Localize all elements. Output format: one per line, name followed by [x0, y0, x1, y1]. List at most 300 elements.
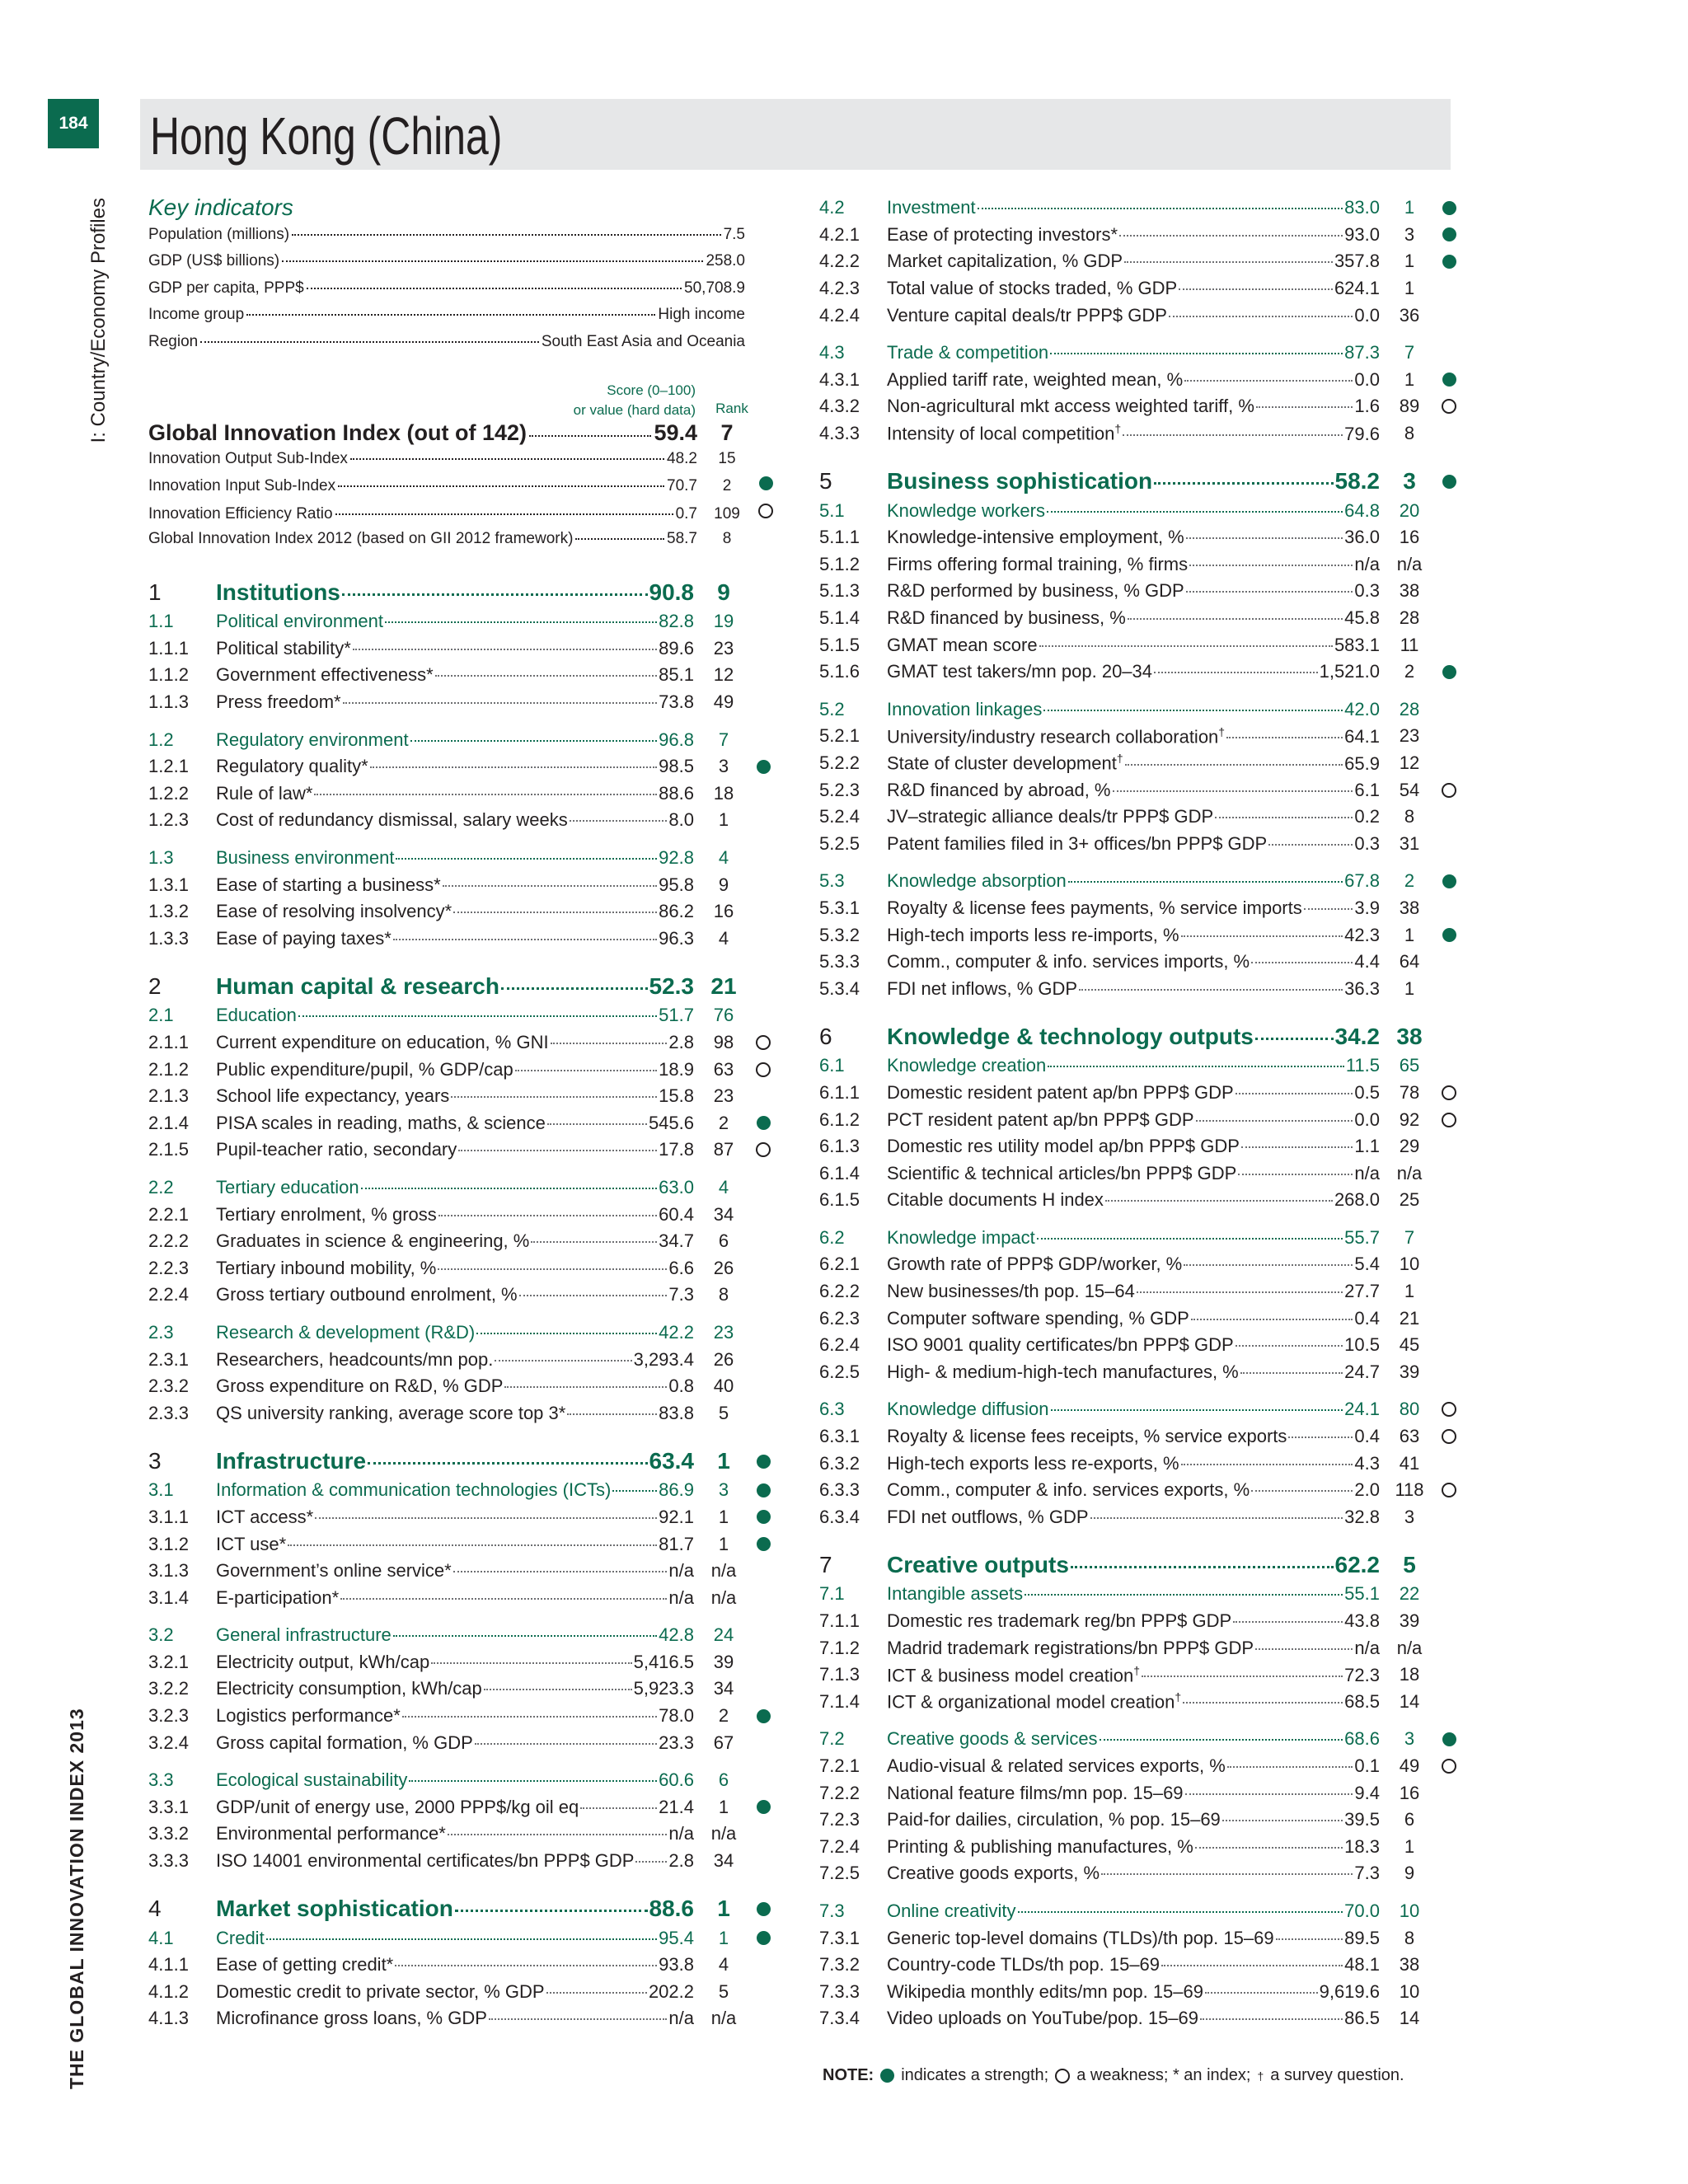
indicator-row [819, 1924, 1459, 1952]
gii-row [148, 530, 775, 556]
indicator-label [216, 1769, 407, 1791]
indicator-body [887, 1082, 1380, 1104]
key-indicator-row [148, 226, 745, 252]
leader-dots [395, 1965, 657, 1966]
indicator-value: n/a [668, 1586, 694, 1608]
indicator-label [216, 1032, 549, 1053]
indicator-value: 0.3 [1354, 580, 1380, 602]
indicator-row [819, 776, 1459, 804]
indicator-label-text: Computer software spending, % GDP [887, 1307, 1189, 1329]
indicator-rank: 8 [1404, 1927, 1415, 1948]
marker-cell [1439, 1085, 1459, 1100]
indicator-label [887, 1136, 1240, 1157]
indicator-body [887, 1583, 1380, 1605]
indicator-code: 1.3 [148, 847, 174, 869]
indicator-label [887, 1189, 1104, 1211]
indicator-row [148, 1952, 773, 1979]
indicator-code: 2.3 [148, 1321, 174, 1343]
indicator-value: 9.4 [1354, 1782, 1380, 1803]
indicator-label [887, 661, 1152, 682]
indicator-value: 79.6 [1344, 423, 1380, 444]
indicator-label [887, 898, 1302, 919]
indicator-row [148, 1848, 773, 1875]
indicator-code: 5.2.3 [819, 779, 860, 800]
section-side-label: I: Country/Economy Profiles [87, 198, 110, 443]
indicator-label [887, 1308, 1189, 1329]
indicator-row [819, 658, 1459, 686]
indicator-label-text: Credit [216, 1927, 265, 1948]
leader-dots [458, 1150, 657, 1151]
indicator-value: 36.3 [1344, 977, 1380, 999]
subpillar-row [148, 726, 773, 753]
indicator-code: 7.1.4 [819, 1690, 860, 1712]
indicator-value: 42.0 [1344, 698, 1380, 719]
indicator-code: 7.2.3 [819, 1809, 860, 1830]
indicator-body [216, 1705, 694, 1727]
indicator-label-text: Tertiary education [216, 1176, 359, 1197]
spacer [819, 1385, 1459, 1396]
indicator-label-text: Venture capital deals/tr PPP$ GDP [887, 304, 1167, 326]
indicator-code: 3.2.4 [148, 1732, 189, 1753]
indicator-value: 18.3 [1344, 1835, 1380, 1857]
marker-cell [1439, 1759, 1459, 1774]
indicator-value: 1,521.0 [1319, 661, 1380, 682]
indicator-body [216, 1230, 694, 1252]
dagger-symbol: † [1257, 2069, 1264, 2083]
indicator-value: 64.1 [1344, 726, 1380, 748]
leader-dots [495, 1360, 631, 1361]
key-indicator-label: Population (millions) [148, 226, 290, 243]
indicator-row [819, 578, 1459, 605]
indicator-label-text: High-tech exports less re-exports, % [887, 1452, 1179, 1474]
indicator-rank: 18 [1399, 1664, 1420, 1685]
indicator-code: 7.2 [819, 1728, 845, 1750]
indicator-rank: 19 [713, 611, 734, 632]
indicator-value: 6.6 [668, 1257, 694, 1278]
indicator-body [216, 1928, 694, 1949]
indicator-value: 95.4 [659, 1927, 694, 1948]
indicator-label-text: Human capital & research [216, 973, 499, 1000]
indicator-rank: 26 [713, 1257, 734, 1278]
indicator-body [887, 1664, 1380, 1686]
marker-cell [1439, 227, 1459, 241]
indicator-rank: 1 [1404, 977, 1415, 999]
indicator-label-text: ICT use* [216, 1533, 287, 1554]
indicator-body [887, 752, 1380, 774]
indicator-label-text: Domestic res trademark reg/bn PPP$ GDP [887, 1610, 1232, 1632]
indicator-label-text: E-participation* [216, 1586, 340, 1608]
indicator-row [148, 662, 773, 689]
key-indicator-row [148, 306, 745, 332]
indicator-row [148, 1703, 773, 1730]
indicator-value: 7.3 [1354, 1863, 1380, 1884]
strength-icon [757, 1931, 771, 1945]
indicator-value: 17.8 [659, 1139, 694, 1160]
indicator-value: 89.6 [659, 637, 694, 658]
indicator-value: 92.8 [659, 847, 694, 869]
indicator-code: 2.3.2 [148, 1376, 189, 1397]
leader-dots [1179, 288, 1333, 290]
leader-dots [1256, 406, 1353, 408]
dagger-symbol: † [1175, 1690, 1182, 1704]
indicator-value: 86.5 [1344, 2008, 1380, 2029]
leader-dots [570, 820, 668, 822]
indicator-value: 98.5 [659, 756, 694, 777]
indicator-label-text: FDI net outflows, % GDP [887, 1506, 1089, 1527]
indicator-rank: 1 [718, 1506, 729, 1527]
indicator-label-text: PISA scales in reading, maths, & science [216, 1112, 546, 1133]
leader-dots [1025, 1594, 1343, 1596]
indicator-row [819, 1251, 1459, 1278]
indicator-row [148, 807, 773, 834]
indicator-label-text: Growth rate of PPP$ GDP/worker, % [887, 1254, 1183, 1275]
indicator-value: 42.3 [1344, 924, 1380, 945]
leader-dots [266, 1938, 657, 1940]
indicator-code: 4.3 [819, 342, 845, 363]
indicator-label-text: FDI net inflows, % GDP [887, 977, 1078, 999]
indicator-label-text: Political environment [216, 611, 383, 632]
leader-dots [338, 485, 664, 487]
subpillar-row [819, 1726, 1459, 1753]
indicator-rank: 34 [713, 1678, 734, 1699]
indicator-label [216, 1258, 436, 1279]
indicator-label-text: Government’s online service* [216, 1560, 452, 1582]
indicator-code: 1.2.2 [148, 782, 189, 804]
indicator-code: 5 [819, 468, 832, 494]
indicator-value: 34.7 [659, 1230, 694, 1252]
indicator-rank: 78 [1399, 1081, 1420, 1103]
indicator-row [819, 1450, 1459, 1477]
indicator-label [216, 1954, 393, 1975]
indicator-label [887, 1426, 1287, 1447]
indicator-body [216, 1678, 694, 1699]
indicator-body [887, 500, 1380, 522]
indicator-label [887, 1254, 1182, 1275]
indicator-value: 0.8 [668, 1376, 694, 1397]
indicator-value: 86.2 [659, 901, 694, 922]
strength-icon [757, 1800, 771, 1814]
indicator-label [887, 833, 1267, 855]
indicator-rank: 39 [1399, 1361, 1420, 1382]
indicator-value: 624.1 [1334, 278, 1380, 299]
indicator-label [887, 369, 1183, 391]
indicator-rank: 63 [1399, 1426, 1420, 1447]
marker-cell [753, 1035, 773, 1050]
indicator-value: 45.8 [1344, 607, 1380, 629]
note-survey-text: a survey question. [1270, 2066, 1404, 2084]
indicator-code: 4.3.3 [819, 423, 860, 444]
indicator-label-text: Research & development (R&D) [216, 1321, 476, 1343]
indicator-label-text: Business sophistication [887, 468, 1153, 494]
leader-dots [448, 1834, 668, 1835]
indicator-label-text: Intangible assets [887, 1583, 1024, 1605]
leader-dots [361, 1188, 658, 1189]
indicator-body [887, 305, 1380, 326]
indicator-label [216, 847, 394, 869]
indicator-label [216, 1139, 457, 1160]
leader-dots [396, 858, 657, 860]
spacer [819, 1214, 1459, 1225]
indicator-rank: n/a [1396, 553, 1423, 574]
indicator-body [216, 1507, 694, 1528]
indicator-label-text: High- & medium-high-tech manufactures, % [887, 1361, 1239, 1382]
leader-dots [1226, 737, 1343, 738]
indicator-label [216, 1850, 634, 1872]
indicator-label [216, 579, 340, 606]
indicator-label [216, 1448, 366, 1474]
leader-dots [435, 675, 657, 677]
indicator-label [887, 978, 1077, 1000]
indicator-row [819, 1080, 1459, 1107]
indicator-label [216, 1230, 529, 1252]
indicator-label [887, 1836, 1193, 1858]
indicator-body [216, 1652, 694, 1673]
indicator-code: 7.3.4 [819, 2008, 860, 2029]
indicator-label [887, 1479, 1250, 1501]
indicator-rank: 8 [718, 1284, 729, 1305]
indicator-rank: 16 [713, 901, 734, 922]
indicator-code: 5.3.1 [819, 897, 860, 918]
indicator-rank: 40 [713, 1376, 734, 1397]
indicator-body [887, 224, 1380, 246]
spacer [148, 1611, 773, 1622]
indicator-row [819, 1833, 1459, 1860]
indicator-label-text: Press freedom* [216, 691, 341, 713]
indicator-body [887, 422, 1380, 444]
indicator-body [887, 1399, 1380, 1420]
indicator-value: 8.0 [668, 809, 694, 831]
indicator-rank: 1 [1404, 1281, 1415, 1302]
indicator-row [819, 895, 1459, 922]
indicator-label [216, 1587, 339, 1609]
indicator-value: 83.8 [659, 1402, 694, 1423]
indicator-row [148, 1399, 773, 1427]
indicator-code: 2.2.4 [148, 1284, 189, 1305]
subpillar-row [148, 1924, 773, 1952]
indicator-row [148, 1675, 773, 1703]
marker-cell [753, 1800, 773, 1814]
indicator-body [887, 554, 1380, 575]
indicator-rank: 4 [718, 927, 729, 949]
marker-cell [753, 1483, 773, 1497]
leader-dots [453, 912, 657, 913]
spacer [148, 1309, 773, 1319]
indicator-label [887, 396, 1254, 417]
indicator-row [819, 1305, 1459, 1332]
indicator-body [887, 699, 1380, 720]
indicator-label [887, 1783, 1184, 1804]
indicator-body [887, 2008, 1380, 2029]
marker-cell [753, 1902, 773, 1916]
indicator-label-text: Video uploads on YouTube/pop. 15–69 [887, 2008, 1199, 2029]
indicator-label-text: Creative goods exports, % [887, 1863, 1100, 1884]
indicator-value: 65.9 [1344, 752, 1380, 774]
indicator-label [887, 278, 1177, 299]
indicator-code: 1.1 [148, 611, 174, 632]
indicator-label [216, 638, 351, 659]
indicator-label-text: Innovation linkages [887, 698, 1043, 719]
indicator-label-text: New businesses/th pop. 15–64 [887, 1281, 1135, 1302]
subpillar-row [819, 194, 1459, 222]
strength-icon [1442, 874, 1456, 888]
indicator-label [887, 224, 1118, 246]
subpillar-row [148, 1477, 773, 1504]
key-indicator-value: 258.0 [706, 252, 745, 270]
gii-value: 58.7 [667, 530, 697, 548]
marker-cell [1439, 1483, 1459, 1497]
indicator-value: 21.4 [659, 1796, 694, 1817]
indicator-label [887, 1163, 1236, 1184]
leader-dots [455, 1910, 648, 1912]
indicator-rank: 31 [1399, 832, 1420, 854]
indicator-value: 82.8 [659, 611, 694, 632]
indicator-body [216, 874, 694, 896]
spacer [148, 952, 773, 971]
leader-dots [1018, 1911, 1343, 1913]
indicator-code: 5.1.1 [819, 527, 860, 548]
indicator-label-text: GMAT mean score [887, 634, 1038, 655]
indicator-body [216, 1850, 694, 1872]
indicator-label-text: Printing & publishing manufactures, % [887, 1835, 1193, 1857]
indicator-rank: 63 [713, 1058, 734, 1080]
indicator-body [887, 833, 1380, 855]
indicator-value: 48.1 [1344, 1954, 1380, 1975]
indicator-body [887, 1453, 1380, 1474]
marker-cell [753, 1931, 773, 1945]
leader-dots [1255, 1038, 1334, 1040]
indicator-value: 43.8 [1344, 1610, 1380, 1632]
indicator-label [216, 1005, 297, 1026]
subpillar-row [819, 497, 1459, 524]
subpillar-row [148, 1002, 773, 1029]
indicator-rank: 24 [713, 1624, 734, 1646]
indicator-row [819, 1689, 1459, 1716]
indicator-label [216, 1403, 565, 1424]
indicator-body [216, 1177, 694, 1198]
indicator-label-text: Intensity of local competition [887, 423, 1115, 444]
leader-dots [1236, 1345, 1343, 1347]
indicator-body [216, 1448, 694, 1474]
indicator-body [887, 1728, 1380, 1750]
indicator-code: 6.1 [819, 1055, 845, 1076]
indicator-label-text: Microfinance gross loans, % GDP [216, 2008, 487, 2029]
leader-dots [1047, 511, 1343, 513]
indicator-code: 6.3 [819, 1399, 845, 1420]
indicator-body [887, 527, 1380, 548]
indicator-body [887, 1426, 1380, 1447]
indicator-code: 3.3.2 [148, 1823, 189, 1844]
indicator-label-text: Education [216, 1005, 297, 1026]
indicator-value: 93.8 [659, 1954, 694, 1975]
indicator-label [887, 1334, 1234, 1356]
weakness-icon [1442, 1113, 1456, 1127]
indicator-row [819, 393, 1459, 420]
leader-dots [1268, 844, 1353, 846]
indicator-body [216, 1403, 694, 1424]
gii-label: Innovation Output Sub-Index [148, 450, 348, 467]
indicator-rank: 23 [713, 637, 734, 658]
key-indicator-value: 50,708.9 [684, 279, 745, 297]
indicator-label [216, 1732, 473, 1754]
indicator-code: 5.1.3 [819, 580, 860, 602]
indicator-label-text: Creative outputs [887, 1552, 1069, 1578]
indicator-rank: 1 [1404, 368, 1415, 390]
leader-dots [567, 1413, 657, 1415]
indicator-label-text: QS university ranking, average score top 3* [216, 1402, 566, 1423]
indicator-body [216, 1204, 694, 1226]
indicator-label [216, 691, 341, 713]
leader-dots [1186, 591, 1353, 593]
pillar-row [148, 971, 773, 1002]
indicator-code: 1.3.2 [148, 901, 189, 922]
indicator-code: 4.1.3 [148, 2008, 189, 2029]
gii-rank: 15 [718, 450, 736, 467]
indicator-label-text: Wikipedia monthly edits/mn pop. 15–69 [887, 1980, 1203, 2002]
indicator-body [216, 1005, 694, 1026]
indicator-label [887, 554, 1188, 575]
indicator-value: 23.3 [659, 1732, 694, 1753]
indicator-body [887, 1507, 1380, 1528]
marker-cell [757, 476, 775, 490]
spacer [148, 1164, 773, 1174]
indicator-row [819, 1187, 1459, 1214]
indicator-body [216, 1624, 694, 1646]
subpillar-row [819, 696, 1459, 724]
indicator-rank: 18 [713, 782, 734, 804]
key-indicators [148, 194, 745, 359]
subpillar-row [148, 1174, 773, 1202]
indicator-value: 3.9 [1354, 897, 1380, 918]
indicator-code: 7.1.2 [819, 1637, 860, 1658]
indicator-rank: 49 [1399, 1755, 1420, 1776]
marker-cell [1439, 665, 1459, 679]
leader-dots [393, 1635, 657, 1637]
indicator-row [148, 1373, 773, 1400]
indicator-code: 5.1.6 [819, 661, 860, 682]
indicator-body [887, 1954, 1380, 1975]
indicator-row [819, 949, 1459, 976]
indicator-row [819, 1608, 1459, 1635]
indicator-code: 1.1.3 [148, 691, 189, 713]
indicator-value: 55.7 [1344, 1226, 1380, 1248]
indicator-body [887, 1610, 1380, 1632]
gii-label: Innovation Efficiency Ratio [148, 504, 333, 523]
leader-dots [1215, 817, 1353, 818]
indicator-body [216, 1032, 694, 1053]
indicator-body [887, 1334, 1380, 1356]
indicator-value: 0.1 [1354, 1755, 1380, 1776]
indicator-value: 18.9 [659, 1058, 694, 1080]
indicator-value: 583.1 [1334, 634, 1380, 655]
leader-dots [342, 593, 648, 596]
leader-dots [1039, 645, 1333, 647]
leader-dots [612, 1490, 657, 1492]
indicator-label [216, 928, 392, 949]
indicator-label-text: Trade & competition [887, 342, 1049, 363]
indicator-value: 5,416.5 [633, 1651, 694, 1672]
indicator-label [216, 1928, 265, 1949]
indicator-code: 2.3.1 [148, 1348, 189, 1370]
indicator-label [216, 1823, 446, 1844]
indicator-label-text: High-tech imports less re-imports, % [887, 924, 1179, 945]
strength-icon [757, 1902, 771, 1916]
weakness-icon [756, 1035, 771, 1050]
indicator-rank: 49 [713, 691, 734, 713]
leader-dots [551, 1043, 668, 1044]
indicator-body [216, 579, 694, 606]
indicator-label [216, 1113, 546, 1134]
indicator-label [216, 1981, 545, 2003]
